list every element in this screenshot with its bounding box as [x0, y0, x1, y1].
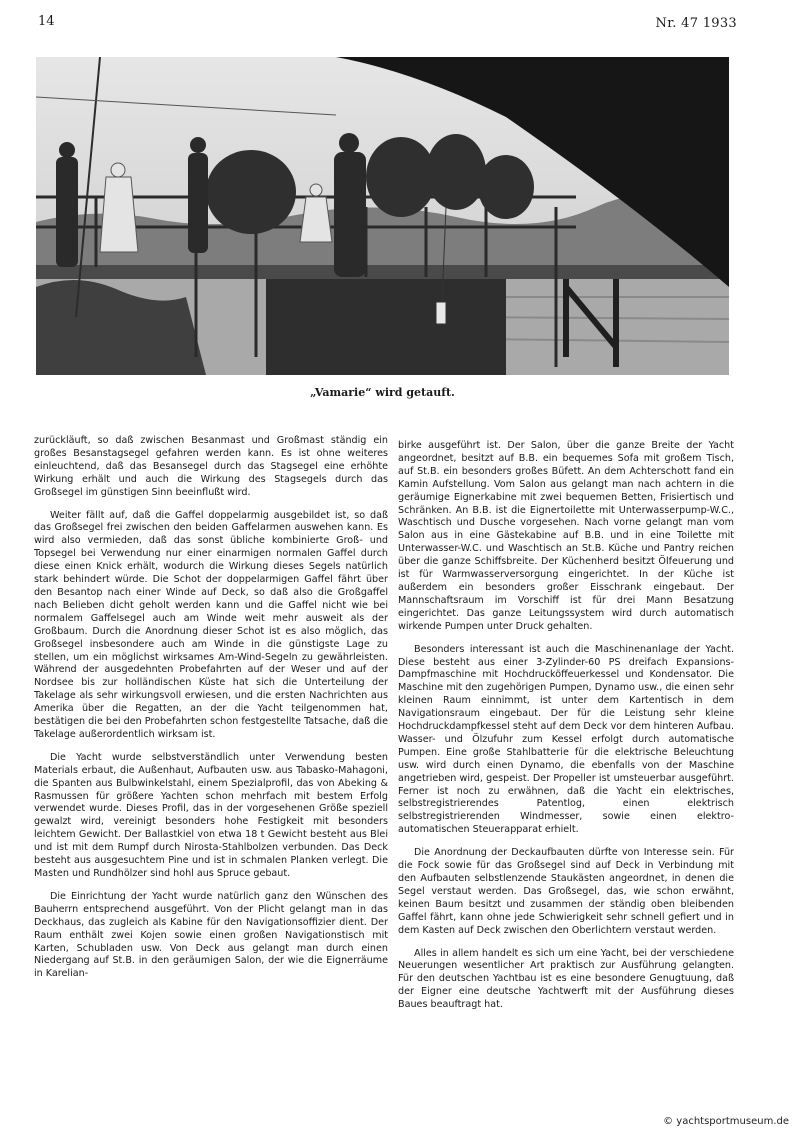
page-number: 14	[38, 14, 55, 29]
christening-photo	[36, 57, 729, 375]
watermark-credit: © yachtsportmuseum.de	[663, 1116, 789, 1127]
paragraph: Besonders interessant ist auch die Maschinenanlage der Yacht. Diese besteht aus einer 3-Zylinder-60 PS dreifach Expansions-Dampfmaschine mit Hochdrucköffeuerkessel und Kondensator. Die Maschine mit den zugehörigen Pumpen, Dynamo usw., die einen sehr kleinen Raum einnimmt, ist unter dem Kartentisch in dem Navigationsraum eingebaut. Der für die Leistung sehr kleine Hochdruckdampfkessel steht auf dem Deck vor dem hinteren Aufbau. Wasser- und Ölzufuhr zum Kessel erfolgt durch automatische Pumpen. Eine große Stahlbatterie für die elektrische Beleuchtung usw. wird durch einen Dynamo, die ebenfalls von der Maschine angetrieben wird, gespeist. Der Propeller ist umsteuerbar ausgeführt. Ferner ist noch zu erwähnen, daß die Yacht ein elektrisches, selbstregistrierendes Patentlog, einen elektrisch selbstregistrierenden Windmesser, sowie einen elektro-automatischen Steuerapparat erhielt.	[398, 643, 734, 836]
paragraph: birke ausgeführt ist. Der Salon, über die ganze Breite der Yacht angeordnet, besitzt auf B.B. ein bequemes Sofa mit großem Tisch, auf St.B. ein besonders großes Büfett. An dem Achterschott fand ein Kamin Aufstellung. Vom Salon aus gelangt man nach achtern in die geräumige Eignerkabine mit zwei bequemen Betten, Frisiertisch und Schränken. An B.B. ist die Eignertoilette mit Unterwasserpump-W.C., Waschtisch und Dusche vorgesehen. Nach vorne gelangt man vom Salon aus in eine Gästekabine auf B.B. und in eine Toilette mit Unterwasser-W.C. und Waschtisch an St.B. Küche und Pantry reichen über die ganze Schiffsbreite. Der Küchenherd besitzt Ölfeuerung und ist für Warmwasserversorgung eingerichtet. In der Küche ist außerdem ein besonders großer Eisschrank eingebaut. Der Mannschaftsraum im Vorschiff ist für drei Mann Besatzung eingerichtet. Das ganze Leitungssystem wird durch automatisch wirkende Pumpen unter Druck gehalten.	[398, 440, 734, 632]
paragraph: zurückläuft, so daß zwischen Besanmast und Großmast ständig ein großes Besanstagsegel gefahren werden kann. Es ist ohne weiteres einleuchtend, daß das Besansegel durch das Stagsegel eine erhöhte Wirkung erhält und auch die Wirkung des Stagsegels durch das Großsegel im günstigen Sinn beeinflußt wird.	[34, 435, 388, 498]
paragraph: Die Yacht wurde selbstverständlich unter Verwendung besten Materials erbaut, die Außenhaut, Aufbauten usw. aus Tabasko-Mahagoni, die Spanten aus Bulbwinkelstahl, einem Spezialprofil, das von Abeking & Rasmussen für größere Yachten schon mehrfach mit bestem Erfolg verwendet wurde. Dieses Profil, das in der vorgesehenen Größe speziell gewalzt wird, vereinigt besonders hohe Festigkeit mit besonders leichtem Gewicht. Der Ballastkiel von etwa 18 t Gewicht besteht aus Blei und ist mit dem Rumpf durch Nirosta-Stahlbolzen verbunden. Das Deck besteht aus ausgesuchtem Pine und ist in schmalen Planken verlegt. Die Masten und Rundhölzer sind hohl aus Spruce gebaut.	[34, 751, 388, 879]
paragraph: Weiter fällt auf, daß die Gaffel doppelarmig ausgebildet ist, so daß das Großsegel frei zwischen den beiden Gaffelarmen auswehen kann. Es wird also vermieden, daß das sonst übliche kombinierte Groß- und Topsegel bei Verwendung nur einer einarmigen normalen Gaffel durch diese einen Knick erhält, wodurch die Wirkung dieses Segels natürlich stark behindert würde. Die Schot der doppelarmigen Gaffel fährt über den Besantop nach einer Winde auf Deck, so daß also die Großgaffel nach Belieben dicht geholt werden kann und die Gaffel nicht wie bei normalem Gaffelsegel auch am Winde weit mehr ausweit als der Großbaum. Durch die Anordnung dieser Schot ist es also möglich, das Großsegel insbesondere auch am Winde in die günstigste Lage zu stellen, um ein möglichst wirksames Am-Wind-Segeln zu gewährleisten. Während der ausgedehnten Probefahrten auf der Weser und auf der Nordsee bis zur holländischen Küste hat sich die Unterteilung der Takelage als sehr wirkungsvoll erwiesen, und die ersten Nachrichten aus Amerika über die Regatten, an der die Yacht teilgenommen hat, bestätigen die bei den Probefahrten schon festgestellte Tatsache, daß die Takelage außerordentlich wirksam ist.	[34, 509, 388, 740]
article-column-right	[398, 440, 734, 1022]
article-column-left	[34, 435, 388, 991]
issue-number: Nr. 47 1933	[655, 16, 737, 31]
photo-caption: „Vamarie“ wird getauft.	[310, 386, 455, 399]
paragraph: Die Anordnung der Deckaufbauten dürfte von Interesse sein. Für die Fock sowie für das Großsegel sind auf Deck in Verbindung mit den Aufbauten selbstlenzende Staukästen angeordnet, in denen die Segel verstaut werden. Das Großsegel, das, wie schon erwähnt, keinen Baum besitzt und zusammen der ständig oben bleibenden Gaffel fährt, kann ohne jede Schwierigkeit sehr schnell gefiert und in dem Kasten auf Deck zwischen den Oberlichtern verstaut werden.	[398, 847, 734, 936]
paragraph: Alles in allem handelt es sich um eine Yacht, bei der verschiedene Neuerungen wesentlicher Art praktisch zur Ausführung gelangten. Für den deutschen Yachtbau ist es eine besondere Genugtuung, daß der Eigner eine deutsche Yachtwerft mit der Ausführung dieses Baues beauftragt hat.	[398, 947, 734, 1011]
paragraph: Die Einrichtung der Yacht wurde natürlich ganz den Wünschen des Bauherrn entsprechend ausgeführt. Von der Plicht gelangt man in das Deckhaus, das zugleich als Kabine für den Navigationsoffizier dient. Der Raum enthält zwei Kojen sowie einen großen Navigationstisch mit Karten, Schubladen usw. Von Deck aus gelangt man durch einen Niedergang auf St.B. in den geräumigen Salon, der wie die Eignerräume in Karelian-	[34, 890, 388, 980]
